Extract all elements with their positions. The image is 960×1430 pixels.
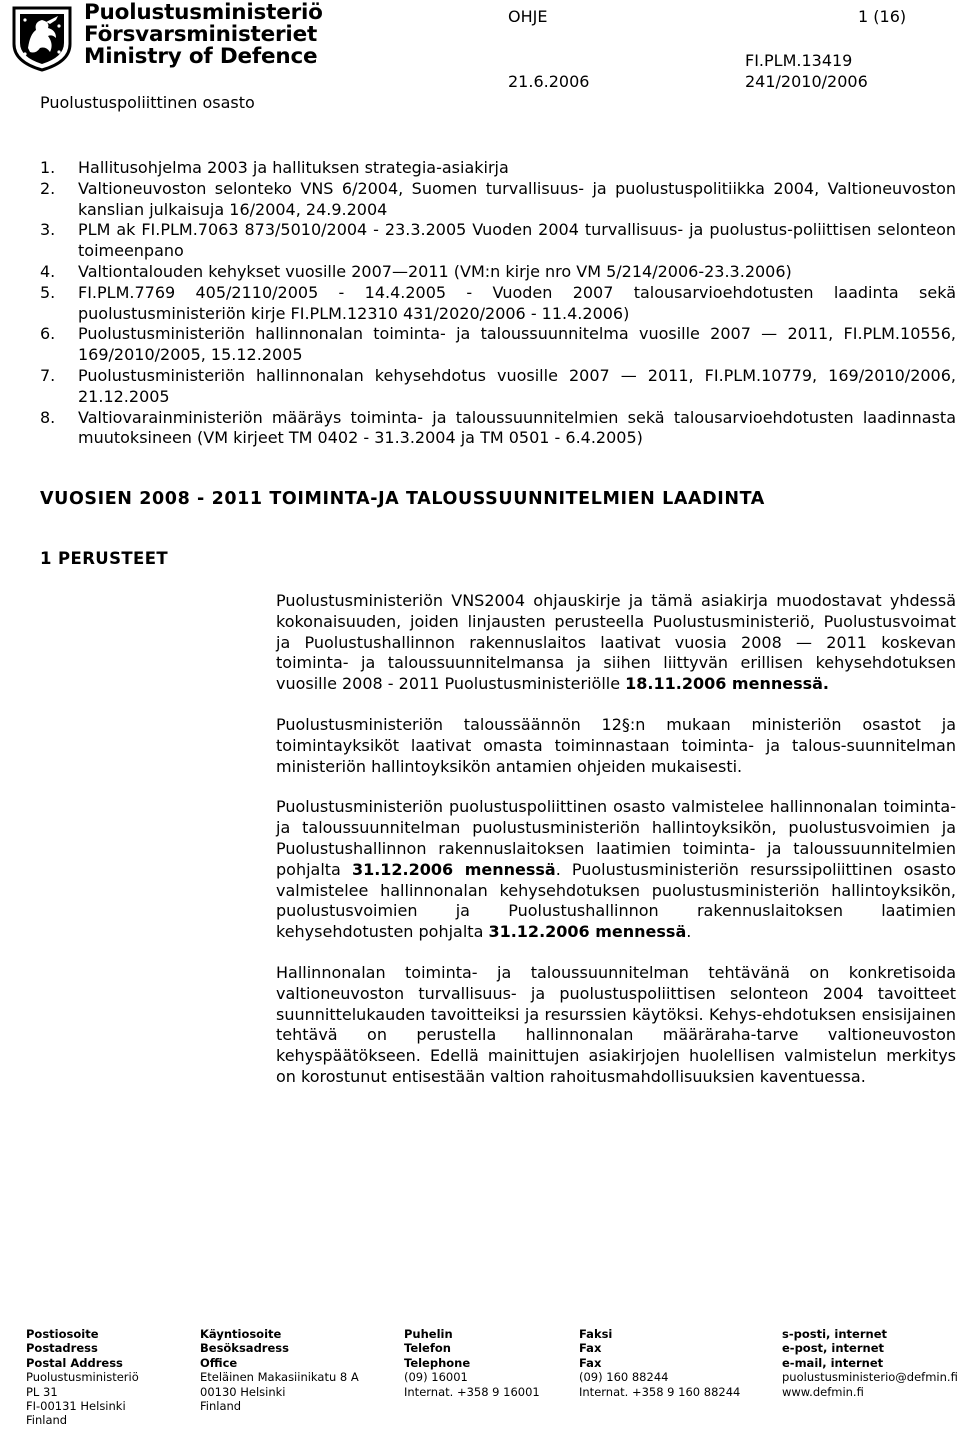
- deadline-date: 18.11.2006 mennessä.: [625, 674, 830, 694]
- document-type: OHJE: [508, 7, 548, 26]
- paragraph: Puolustusministeriön taloussäännön 12§:n mukaan ministeriön osastot ja toimintayksiköt laativat omasta toiminnastaan toiminta- ja talous-suunnitelman ministeriön hallintoyksikön antamien ohjeiden mukaisesti.: [276, 714, 956, 776]
- deadline-date: 31.12.2006 mennessä: [488, 922, 687, 942]
- list-item: 4. Valtiontalouden kehykset vuosille 2007—2011 (VM:n kirje nro VM 5/214/2006-23.3.2006): [40, 261, 792, 281]
- reference-number: FI.PLM.13419: [745, 51, 853, 70]
- list-item: 3. PLM ak FI.PLM.7063 873/5010/2004 - 23.3.2005 Vuoden 2004 turvallisuus- ja puolustus-poliittisen selonteon toimeenpano: [40, 220, 956, 261]
- footer-office-address: Käyntiosoite Besöksadress Office Eteläinen Makasiinikatu 8 A 00130 Helsinki Finland: [200, 1327, 359, 1414]
- org-name-fi: Puolustusministeriö: [84, 0, 323, 25]
- footer-email-internet: s-posti, internet e-post, internet e-mail, internet puolustusministerio@defmin.fi www.defmin.fi: [782, 1327, 958, 1399]
- org-name-sv: Försvarsministeriet: [84, 22, 318, 47]
- list-item: 6. Puolustusministeriön hallinnonalan toiminta- ja taloussuunnitelma vuosille 2007 — 2011, FI.PLM.10556, 169/2010/2005, 15.12.2005: [40, 324, 956, 365]
- department-name: Puolustuspoliittinen osasto: [40, 93, 255, 112]
- paragraph: Hallinnonalan toiminta- ja taloussuunnitelman tehtävänä on konkretisoida valtioneuvoston turvallisuus- ja puolustuspoliittisen selonteon 2004 tavoitteet suunnittelukauden tavoitteiksi ja resurssien käytöksi. Kehys-ehdotuksen ensisijainen tehtävä on perustella hallinnonalan määräraha-tarve valtioneuvoston kehyspäätökseen. Edellä mainittujen asiakirjojen huolellisen valmistelun merkitys on korostunut entisestään valtion rahoitusmahdollisuuksien kaventuessa.: [276, 962, 956, 1086]
- list-item: 1. Hallitusohjelma 2003 ja hallituksen strategia-asiakirja: [40, 158, 509, 177]
- list-item: 7. Puolustusministeriön hallinnonalan kehysehdotus vuosille 2007 — 2011, FI.PLM.10779, 169/2010/2006, 21.12.2005: [40, 365, 956, 406]
- coat-of-arms-logo: [6, 4, 78, 72]
- section-heading: 1 PERUSTEET: [40, 549, 169, 568]
- email-link[interactable]: puolustusministerio@defmin.fi: [782, 1370, 958, 1385]
- paragraph: Puolustusministeriön VNS2004 ohjauskirje ja tämä asiakirja muodostavat yhdessä kokonaisuuden, joiden linjausten perusteella Puolustusministeriö, Puolustusvoimat ja Puolustushallinnon rakennuslaitos laativat vuosia 2008 — 2011 koskevan toiminta- ja taloussuunnitelmansa ja siihen liittyvän erillisen kehysehdotuksen vuosille 2008 - 2011 Puolustusministeriölle 18.11.2006 mennessä.: [276, 591, 956, 694]
- document-date: 21.6.2006: [508, 72, 590, 91]
- paragraph: Puolustusministeriön puolustuspoliittinen osasto valmistelee hallinnonalan toiminta- ja taloussuunnitelman puolustusministeriön hallintoyksikön, puolustusvoimien ja Puolustushallinnon rakennuslaitoksen laatimien toiminta- ja taloussuunnitelmien pohjalta 31.12.2006 mennessä. Puolustusministeriön resurssipoliittinen osasto valmistelee hallinnonalan kehysehdotuksen puolustusministeriön hallintoyksikön, puolustusvoimien ja Puolustushallinnon rakennuslaitoksen laatimien kehysehdotusten pohjalta 31.12.2006 mennessä.: [276, 797, 956, 942]
- website-link[interactable]: www.defmin.fi: [782, 1384, 864, 1399]
- organization-name: [84, 2, 323, 68]
- file-number: 241/2010/2006: [745, 72, 868, 91]
- org-name-en: Ministry of Defence: [84, 44, 318, 69]
- footer-fax: Faksi Fax Fax (09) 160 88244 Internat. +358 9 160 88244: [579, 1327, 741, 1399]
- body-text: [276, 591, 956, 1108]
- reference-list: [40, 158, 956, 449]
- document-title: VUOSIEN 2008 - 2011 TOIMINTA-JA TALOUSSUUNNITELMIEN LAADINTA: [40, 489, 765, 509]
- footer-telephone: Puhelin Telefon Telephone (09) 16001 Internat. +358 9 16001: [404, 1327, 540, 1399]
- list-item: 8. Valtiovarainministeriön määräys toiminta- ja taloussuunnitelmien sekä talousarvioehdotusten laadinnasta muutoksineen (VM kirjeet TM 0402 - 31.3.2004 ja TM 0501 - 6.4.2005): [40, 407, 956, 448]
- list-item: 5. FI.PLM.7769 405/2110/2005 - 14.4.2005 - Vuoden 2007 talousarvioehdotusten laadinta sekä puolustusministeriön kirje FI.PLM.12310 431/2020/2006 - 11.4.2006): [40, 282, 956, 323]
- deadline-date: 31.12.2006 mennessä: [351, 859, 556, 879]
- footer-postal-address: Postiosoite Postadress Postal Address Puolustusministeriö PL 31 FI-00131 Helsinki Finland: [26, 1327, 139, 1428]
- page-number: 1 (16): [858, 7, 907, 26]
- list-item: 2. Valtioneuvoston selonteko VNS 6/2004, Suomen turvallisuus- ja puolustuspolitiikka 2004, Valtioneuvoston kanslian julkaisuja 16/2004, 24.9.2004: [40, 178, 956, 219]
